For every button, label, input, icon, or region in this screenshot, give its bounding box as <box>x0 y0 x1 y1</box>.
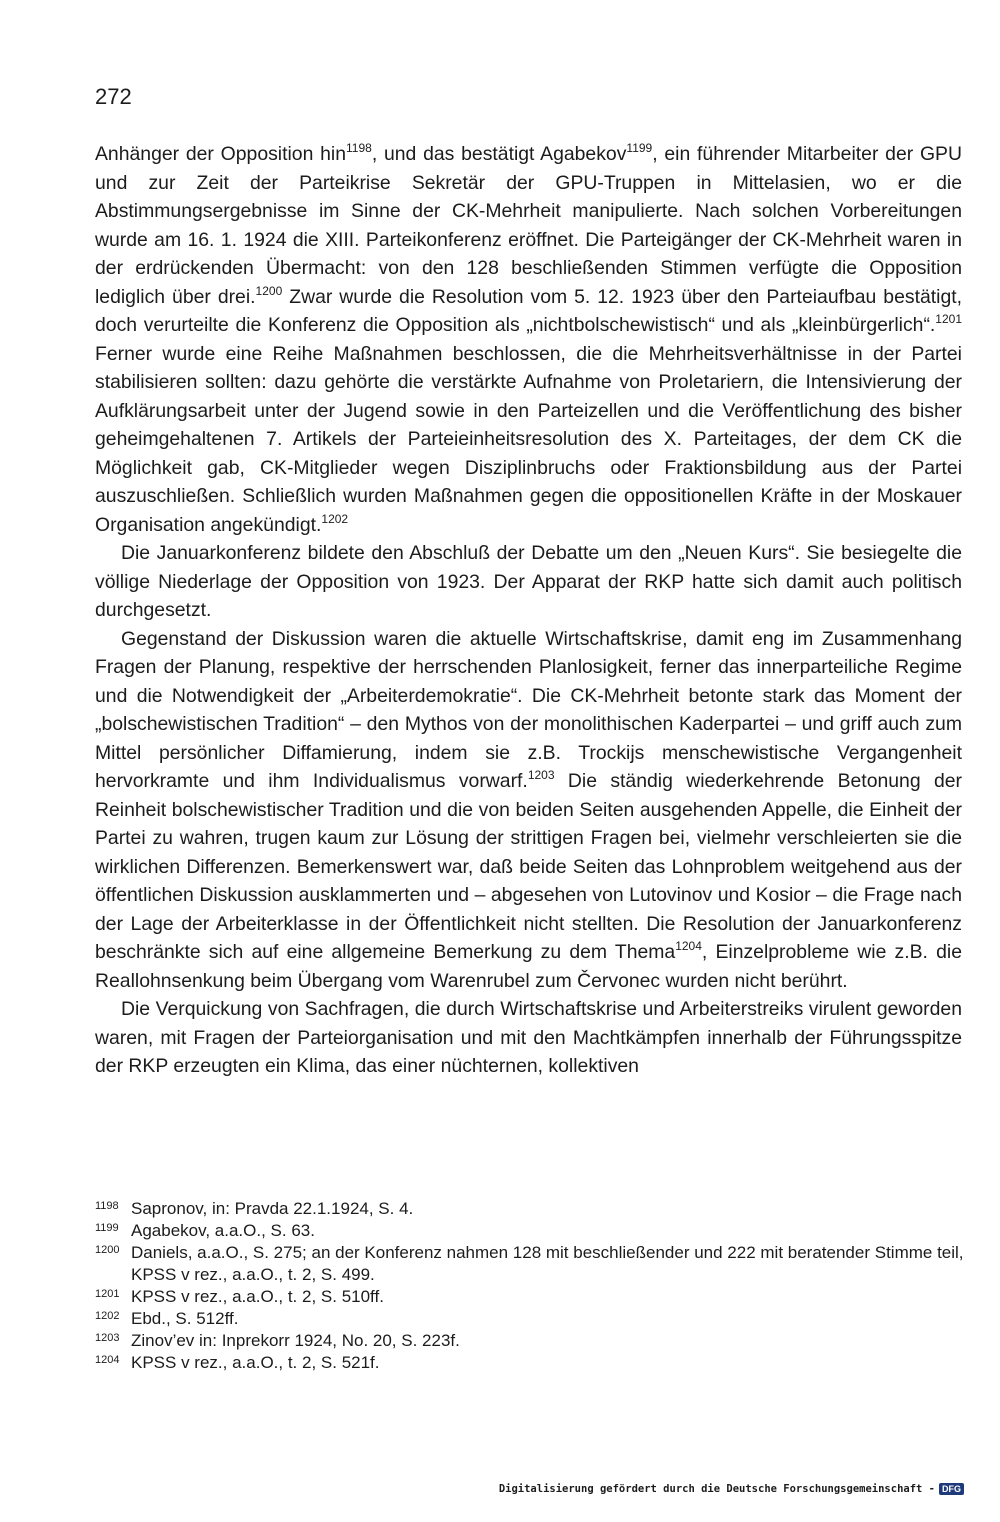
text-run: Zwar wurde die Resolution vom 5. 12. 1923 über den Parteiaufbau bestätigt, doch verurteilte die Konferenz die Opposition als „nichtbolschewistisch“ und als „kleinbürgerlich“. <box>95 285 962 336</box>
footnote-number: 1199 <box>95 1222 119 1234</box>
dfg-logo: DFG <box>939 1483 964 1495</box>
text-run: Ferner wurde eine Reihe Maßnahmen beschlossen, die die Mehrheitsverhältnisse in der Partei stabilisieren sollten: dazu gehörte die verstärkte Aufnahme von Proletariern, die Intensivierung der Aufklärungsarbeit unter der Jugend sowie in den Parteizellen und die Veröffentlichung des bisher geheimgehaltenen 7. Artikels der Parteieinheitsresolution des X. Parteitages, der dem CK die Möglichkeit gab, CK-Mitglieder wegen Disziplinbruchs oder Fraktionsbildung aus der Partei auszuschließen. Schließlich wurden Maßnahmen gegen die oppositionellen Kräfte in der Moskauer Organisation angekündigt. <box>95 342 962 536</box>
footnote-number: 1201 <box>95 1288 120 1300</box>
footnote-marker: 1204 <box>675 939 702 953</box>
footnote-marker: 1199 <box>626 141 653 155</box>
footnote-marker: 1200 <box>255 283 283 298</box>
text-run: Die Januarkonferenz bildete den Abschluß der Debatte um den „Neuen Kurs“. Sie besiegelte die völlige Niederlage der Opposition von 1923. Der Apparat der RKP hatte sich damit auch politisch durchgesetzt. <box>95 542 962 621</box>
text-run: Die Verquickung von Sachfragen, die durch Wirtschaftskrise und Arbeiterstreiks virulent geworden waren, mit Fragen der Parteiorganisation und mit den Machtkämpfen innerhalb der Führungsspitze der RKP erzeugten ein Klima, das einer nüchternen, kollektiven <box>95 998 962 1077</box>
text-run: , und das bestätigt Agabekov <box>371 143 627 165</box>
footnote-number: 1200 <box>95 1244 120 1256</box>
footnotes <box>95 1198 967 1374</box>
footnote-number: 1203 <box>95 1332 120 1344</box>
footnote-text: KPSS v rez., a.a.O., t. 2, S. 510ff. <box>131 1287 384 1306</box>
paragraph <box>95 995 962 1081</box>
footnote <box>95 1308 967 1330</box>
paragraph <box>95 539 962 625</box>
footnote-text: Ebd., S. 512ff. <box>131 1309 239 1328</box>
paragraph <box>95 140 962 539</box>
footnote <box>95 1220 967 1242</box>
footnote-text: Daniels, a.a.O., S. 275; an der Konferenz nahmen 128 mit beschließender und 222 mit beratender Stimme teil, KPSS v rez., a.a.O., t. 2, S. 499. <box>131 1243 964 1284</box>
text-run: Gegenstand der Diskussion waren die aktuelle Wirtschaftskrise, damit eng im Zusammenhang Fragen der Planung, respektive der herrschenden Planlosigkeit, ferner das innerparteiliche Regime und die Notwendigkeit der „Arbeiterdemokratie“. Die CK-Mehrheit betonte stark das Moment der „bolschewistischen Tradition“ – den Mythos von der monolithischen Kaderpartei – und griff auch zum Mittel persönlicher Diffamierung, indem sie z.B. Trockijs menschewistische Vergangenheit hervorkramte und ihm Individualismus vorwarf. <box>95 627 962 792</box>
credit-text: Digitalisierung gefördert durch die Deutsche Forschungsgemeinschaft - <box>498 1483 935 1495</box>
footnote-text: Zinov’ev in: Inprekorr 1924, No. 20, S. 223f. <box>131 1331 460 1350</box>
text-run: , Einzelprobleme wie z.B. die Reallohnsenkung beim Übergang vom Warenrubel zum Červonec wurden nicht berührt. <box>95 941 962 992</box>
footnote-marker: 1198 <box>346 141 372 155</box>
footnote <box>95 1330 967 1352</box>
footnote <box>95 1352 967 1374</box>
footnote <box>95 1242 967 1286</box>
text-run: , ein führender Mitarbeiter der GPU und zur Zeit der Parteikrise Sekretär der GPU-Truppen in Mittelasien, wo er die Abstimmungsergebnisse im Sinne der CK-Mehrheit manipulierte. Nach solchen Vorbereitungen wurde am 16. 1. 1924 die XIII. Parteikonferenz eröffnet. Die Parteigänger der CK-Mehrheit waren in der erdrückenden Übermacht: von den 128 beschließenden Stimmen verfügte die Opposition lediglich über drei. <box>95 143 962 308</box>
footnote-text: Sapronov, in: Pravda 22.1.1924, S. 4. <box>131 1199 414 1218</box>
footnote <box>95 1198 967 1220</box>
footnote-number: 1198 <box>95 1200 119 1212</box>
footnote-number: 1202 <box>95 1310 120 1322</box>
digitization-credit <box>499 1483 964 1495</box>
text-run: Die ständig wiederkehrende Betonung der Reinheit bolschewistischer Tradition und die von beiden Seiten ausgehenden Appelle, die Einheit der Partei zu wahren, trugen kaum zur Lösung der strittigen Fragen bei, vielmehr verschleierten sie die wirklichen Differenzen. Bemerkenswert war, daß beide Seiten das Lohnproblem weitgehend aus der öffentlichen Diskussion ausklammerten und – abgesehen von Lutovinov und Kosior – die Frage nach der Lage der Arbeiterklasse in der Öffentlichkeit nicht stellten. Die Resolution der Januarkonferenz beschränkte sich auf eine allgemeine Bemerkung zu dem Thema <box>95 770 963 963</box>
footnote-marker: 1201 <box>935 312 962 326</box>
footnote-marker: 1202 <box>321 511 349 526</box>
paragraph <box>95 625 962 996</box>
footnote <box>95 1286 967 1308</box>
footnote-marker: 1203 <box>527 768 555 782</box>
footnote-number: 1204 <box>95 1354 120 1366</box>
text-run: Anhänger der Opposition hin <box>95 143 347 165</box>
body-text <box>95 140 962 1081</box>
footnote-text: KPSS v rez., a.a.O., t. 2, S. 521f. <box>131 1353 380 1372</box>
page-number: 272 <box>95 84 132 109</box>
footnote-text: Agabekov, a.a.O., S. 63. <box>131 1221 315 1240</box>
